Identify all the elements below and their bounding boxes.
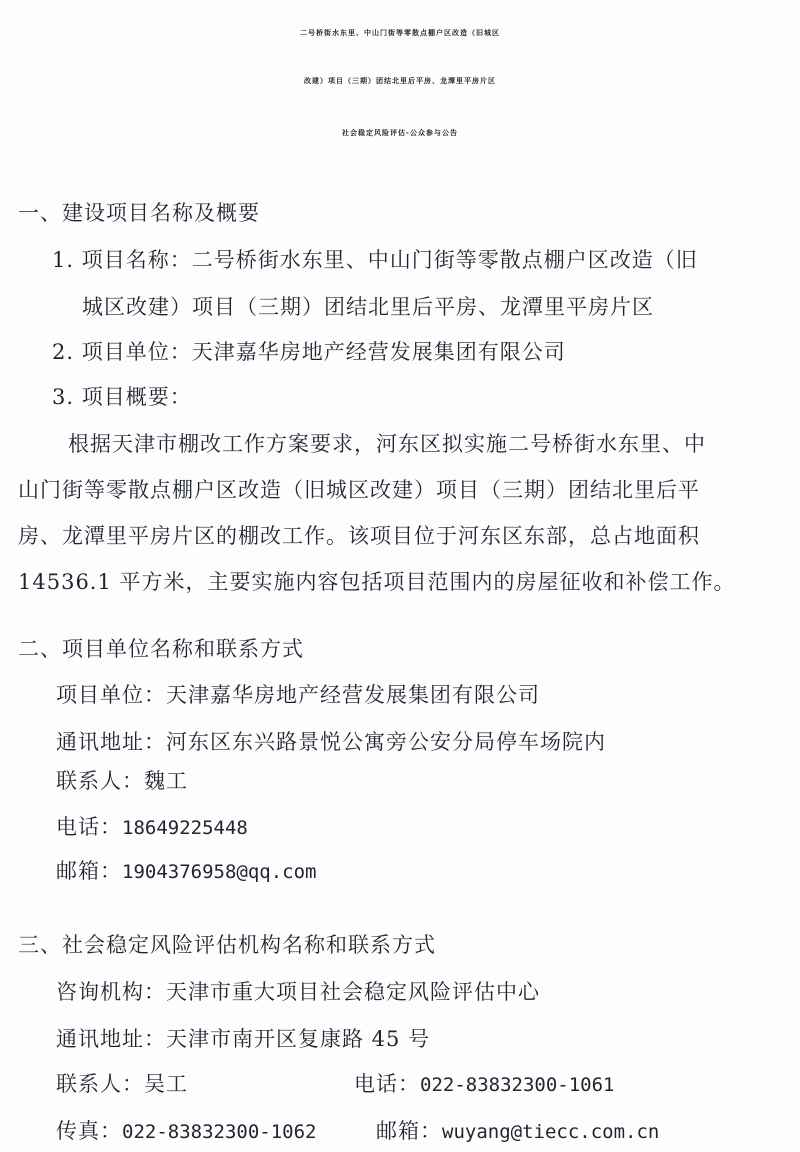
project-overview-paragraph-line-1: 根据天津市棚改工作方案要求，河东区拟实施二号桥街水东里、中: [68, 432, 706, 456]
project-name-line-1: 1. 项目名称：二号桥街水东里、中山门街等零散点棚户区改造（旧: [52, 248, 698, 272]
unit-phone: [56, 812, 248, 843]
agency-contact-person: 联系人：吴工: [56, 1072, 188, 1096]
document-title-line-1: 二号桥街水东里、中山门街等零散点棚户区改造（旧城区: [300, 29, 500, 37]
unit-email-value: 1904376958@qq.com: [122, 861, 317, 883]
agency-fax-label: 传真：: [56, 1119, 122, 1143]
agency-email-label: 邮箱：: [376, 1119, 442, 1143]
project-overview-paragraph-line-3: 房、龙潭里平房片区的棚改工作。该项目位于河东区东部，总占地面积: [18, 524, 700, 548]
project-overview-paragraph-line-4: 14536.1 平方米，主要实施内容包括项目范围内的房屋征收和补偿工作。: [18, 570, 736, 594]
unit-phone-label: 电话：: [56, 815, 122, 839]
project-name-line-2: 城区改建）项目（三期）团结北里后平房、龙潭里平房片区: [82, 295, 654, 319]
agency-phone: [354, 1069, 614, 1100]
agency-address: 通讯地址：天津市南开区复康路 45 号: [56, 1027, 431, 1051]
agency-fax: [56, 1116, 316, 1147]
project-overview-label: 3. 项目概要：: [52, 385, 192, 409]
agency-email-value: wuyang@tiecc.com.cn: [442, 1121, 660, 1143]
document-title-line-3: 社会稳定风险评估-公众参与公告: [342, 129, 458, 137]
section-3-heading: 三、社会稳定风险评估机构名称和联系方式: [18, 933, 436, 957]
agency-fax-value: 022-83832300-1062: [122, 1121, 317, 1143]
agency-email: [376, 1116, 659, 1147]
agency-name: 咨询机构：天津市重大项目社会稳定风险评估中心: [56, 980, 540, 1004]
unit-phone-value: 18649225448: [122, 817, 248, 839]
unit-contact-person: 联系人：魏工: [56, 769, 188, 793]
section-1-heading: 一、建设项目名称及概要: [18, 201, 260, 225]
project-overview-paragraph-line-2: 山门街等零散点棚户区改造（旧城区改建）项目（三期）团结北里后平: [18, 478, 700, 502]
agency-phone-value: 022-83832300-1061: [420, 1074, 615, 1096]
section-2-heading: 二、项目单位名称和联系方式: [18, 637, 304, 661]
unit-email-label: 邮箱：: [56, 859, 122, 883]
agency-phone-label: 电话：: [354, 1072, 420, 1096]
unit-name: 项目单位：天津嘉华房地产经营发展集团有限公司: [56, 683, 540, 707]
project-unit: 2. 项目单位：天津嘉华房地产经营发展集团有限公司: [52, 340, 566, 364]
document-title-line-2: 改建）项目（三期）团结北里后平房、龙潭里平房片区: [304, 77, 496, 85]
unit-address: 通讯地址：河东区东兴路景悦公寓旁公安分局停车场院内: [56, 730, 606, 754]
unit-email: [56, 856, 316, 887]
